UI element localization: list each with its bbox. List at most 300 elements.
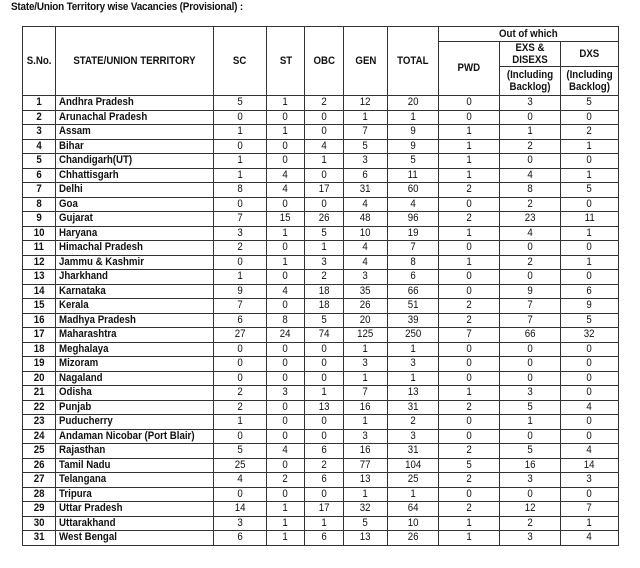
header-out-of-which: Out of which xyxy=(439,27,619,42)
cell-pwd: 1 xyxy=(439,125,500,140)
table-row xyxy=(23,444,619,459)
cell-pwd: 0 xyxy=(439,371,500,386)
cell-sno: 22 xyxy=(23,400,56,415)
cell-dxs: 0 xyxy=(561,386,619,401)
cell-state: Odisha xyxy=(56,386,214,401)
cell-sc: 2 xyxy=(214,241,267,256)
cell-obc: 13 xyxy=(305,400,344,415)
cell-dxs: 4 xyxy=(561,400,619,415)
cell-gen: 7 xyxy=(344,386,388,401)
cell-sc: 1 xyxy=(214,270,267,285)
cell-dxs: 1 xyxy=(561,255,619,270)
cell-st: 8 xyxy=(267,313,305,328)
cell-st: 0 xyxy=(267,342,305,357)
cell-gen: 13 xyxy=(344,531,388,546)
table-body xyxy=(23,96,619,546)
header-pwd: PWD xyxy=(439,42,500,96)
cell-obc: 3 xyxy=(305,255,344,270)
cell-sno: 4 xyxy=(23,139,56,154)
cell-sno: 24 xyxy=(23,429,56,444)
cell-total: 1 xyxy=(388,371,439,386)
cell-sno: 7 xyxy=(23,183,56,198)
cell-exs: 3 xyxy=(500,473,561,488)
cell-st: 0 xyxy=(267,458,305,473)
cell-obc: 6 xyxy=(305,473,344,488)
cell-sno: 29 xyxy=(23,502,56,517)
cell-state: Chhattisgarh xyxy=(56,168,214,183)
cell-sno: 23 xyxy=(23,415,56,430)
cell-state: Punjab xyxy=(56,400,214,415)
cell-st: 0 xyxy=(267,110,305,125)
cell-sno: 25 xyxy=(23,444,56,459)
table-row xyxy=(23,386,619,401)
cell-obc: 5 xyxy=(305,226,344,241)
cell-obc: 18 xyxy=(305,284,344,299)
cell-sno: 16 xyxy=(23,313,56,328)
cell-gen: 32 xyxy=(344,502,388,517)
cell-sc: 1 xyxy=(214,125,267,140)
cell-total: 5 xyxy=(388,154,439,169)
cell-total: 64 xyxy=(388,502,439,517)
cell-exs: 5 xyxy=(500,400,561,415)
cell-gen: 31 xyxy=(344,183,388,198)
cell-total: 96 xyxy=(388,212,439,227)
cell-obc: 0 xyxy=(305,415,344,430)
cell-total: 1 xyxy=(388,110,439,125)
cell-dxs: 0 xyxy=(561,371,619,386)
cell-total: 26 xyxy=(388,531,439,546)
cell-sc: 5 xyxy=(214,444,267,459)
table-row xyxy=(23,96,619,111)
cell-pwd: 1 xyxy=(439,226,500,241)
table-row xyxy=(23,197,619,212)
cell-gen: 4 xyxy=(344,255,388,270)
cell-state: Arunachal Pradesh xyxy=(56,110,214,125)
cell-st: 0 xyxy=(267,270,305,285)
cell-sc: 7 xyxy=(214,212,267,227)
cell-pwd: 2 xyxy=(439,502,500,517)
cell-st: 4 xyxy=(267,444,305,459)
cell-sno: 27 xyxy=(23,473,56,488)
cell-total: 60 xyxy=(388,183,439,198)
cell-dxs: 11 xyxy=(561,212,619,227)
cell-dxs: 0 xyxy=(561,241,619,256)
table-row xyxy=(23,226,619,241)
cell-dxs: 0 xyxy=(561,429,619,444)
cell-obc: 1 xyxy=(305,241,344,256)
cell-state: Jammu & Kashmir xyxy=(56,255,214,270)
cell-pwd: 2 xyxy=(439,473,500,488)
cell-dxs: 0 xyxy=(561,197,619,212)
cell-sno: 2 xyxy=(23,110,56,125)
cell-exs: 4 xyxy=(500,226,561,241)
table-row xyxy=(23,473,619,488)
cell-exs: 3 xyxy=(500,96,561,111)
cell-exs: 2 xyxy=(500,255,561,270)
cell-total: 6 xyxy=(388,270,439,285)
cell-state: West Bengal xyxy=(56,531,214,546)
table-row xyxy=(23,531,619,546)
cell-sno: 9 xyxy=(23,212,56,227)
cell-sc: 5 xyxy=(214,96,267,111)
cell-sno: 31 xyxy=(23,531,56,546)
cell-pwd: 0 xyxy=(439,110,500,125)
cell-state: Delhi xyxy=(56,183,214,198)
cell-total: 250 xyxy=(388,328,439,343)
cell-gen: 13 xyxy=(344,473,388,488)
cell-exs: 3 xyxy=(500,386,561,401)
cell-obc: 0 xyxy=(305,487,344,502)
cell-state: Gujarat xyxy=(56,212,214,227)
cell-state: Assam xyxy=(56,125,214,140)
cell-state: Madhya Pradesh xyxy=(56,313,214,328)
cell-exs: 0 xyxy=(500,357,561,372)
cell-gen: 3 xyxy=(344,154,388,169)
cell-gen: 5 xyxy=(344,516,388,531)
cell-pwd: 0 xyxy=(439,284,500,299)
cell-st: 0 xyxy=(267,241,305,256)
cell-total: 1 xyxy=(388,487,439,502)
cell-sno: 12 xyxy=(23,255,56,270)
cell-obc: 0 xyxy=(305,342,344,357)
cell-exs: 5 xyxy=(500,444,561,459)
table-row xyxy=(23,139,619,154)
cell-sno: 3 xyxy=(23,125,56,140)
cell-exs: 0 xyxy=(500,241,561,256)
cell-gen: 125 xyxy=(344,328,388,343)
cell-total: 8 xyxy=(388,255,439,270)
cell-dxs: 0 xyxy=(561,357,619,372)
cell-gen: 1 xyxy=(344,415,388,430)
cell-exs: 0 xyxy=(500,342,561,357)
cell-sno: 8 xyxy=(23,197,56,212)
cell-st: 4 xyxy=(267,168,305,183)
cell-st: 1 xyxy=(267,502,305,517)
cell-pwd: 5 xyxy=(439,458,500,473)
cell-st: 1 xyxy=(267,255,305,270)
cell-total: 11 xyxy=(388,168,439,183)
table-row xyxy=(23,342,619,357)
cell-st: 0 xyxy=(267,400,305,415)
cell-dxs: 5 xyxy=(561,313,619,328)
cell-exs: 7 xyxy=(500,313,561,328)
cell-st: 0 xyxy=(267,371,305,386)
cell-state: Andaman Nicobar (Port Blair) xyxy=(56,429,214,444)
cell-obc: 1 xyxy=(305,516,344,531)
cell-obc: 5 xyxy=(305,313,344,328)
cell-pwd: 0 xyxy=(439,96,500,111)
cell-total: 19 xyxy=(388,226,439,241)
cell-st: 0 xyxy=(267,154,305,169)
cell-obc: 0 xyxy=(305,110,344,125)
cell-obc: 6 xyxy=(305,444,344,459)
cell-exs: 3 xyxy=(500,531,561,546)
cell-gen: 1 xyxy=(344,110,388,125)
cell-obc: 17 xyxy=(305,502,344,517)
cell-sc: 4 xyxy=(214,473,267,488)
cell-sno: 18 xyxy=(23,342,56,357)
cell-dxs: 5 xyxy=(561,183,619,198)
cell-st: 2 xyxy=(267,473,305,488)
cell-gen: 1 xyxy=(344,342,388,357)
cell-gen: 7 xyxy=(344,125,388,140)
cell-pwd: 1 xyxy=(439,168,500,183)
cell-st: 15 xyxy=(267,212,305,227)
cell-exs: 4 xyxy=(500,168,561,183)
cell-dxs: 1 xyxy=(561,139,619,154)
cell-sc: 3 xyxy=(214,516,267,531)
cell-pwd: 2 xyxy=(439,183,500,198)
cell-obc: 18 xyxy=(305,299,344,314)
cell-sc: 0 xyxy=(214,429,267,444)
cell-sno: 1 xyxy=(23,96,56,111)
cell-sno: 15 xyxy=(23,299,56,314)
cell-st: 4 xyxy=(267,284,305,299)
cell-obc: 74 xyxy=(305,328,344,343)
cell-dxs: 5 xyxy=(561,96,619,111)
cell-sc: 9 xyxy=(214,284,267,299)
header-dxs-note: (Including Backlog) xyxy=(561,67,619,96)
cell-sc: 2 xyxy=(214,386,267,401)
cell-st: 24 xyxy=(267,328,305,343)
table-row xyxy=(23,241,619,256)
cell-obc: 4 xyxy=(305,139,344,154)
cell-gen: 77 xyxy=(344,458,388,473)
table-header xyxy=(23,27,619,96)
cell-pwd: 1 xyxy=(439,139,500,154)
cell-exs: 0 xyxy=(500,154,561,169)
cell-obc: 0 xyxy=(305,197,344,212)
table-row xyxy=(23,168,619,183)
cell-sc: 14 xyxy=(214,502,267,517)
header-sno: S.No. xyxy=(23,27,56,96)
cell-dxs: 0 xyxy=(561,270,619,285)
cell-dxs: 7 xyxy=(561,502,619,517)
cell-state: Uttar Pradesh xyxy=(56,502,214,517)
cell-exs: 66 xyxy=(500,328,561,343)
cell-gen: 10 xyxy=(344,226,388,241)
cell-pwd: 0 xyxy=(439,415,500,430)
cell-total: 25 xyxy=(388,473,439,488)
cell-dxs: 0 xyxy=(561,415,619,430)
cell-dxs: 4 xyxy=(561,444,619,459)
cell-pwd: 0 xyxy=(439,241,500,256)
cell-sc: 6 xyxy=(214,531,267,546)
cell-st: 1 xyxy=(267,226,305,241)
cell-sno: 28 xyxy=(23,487,56,502)
cell-sc: 8 xyxy=(214,183,267,198)
cell-gen: 26 xyxy=(344,299,388,314)
cell-sc: 0 xyxy=(214,197,267,212)
cell-total: 9 xyxy=(388,139,439,154)
table-row xyxy=(23,487,619,502)
table-row xyxy=(23,154,619,169)
table-row xyxy=(23,255,619,270)
cell-dxs: 3 xyxy=(561,473,619,488)
cell-sno: 10 xyxy=(23,226,56,241)
cell-obc: 0 xyxy=(305,429,344,444)
cell-st: 1 xyxy=(267,516,305,531)
cell-st: 1 xyxy=(267,125,305,140)
cell-exs: 2 xyxy=(500,139,561,154)
cell-exs: 7 xyxy=(500,299,561,314)
cell-dxs: 0 xyxy=(561,110,619,125)
table-row xyxy=(23,299,619,314)
cell-obc: 0 xyxy=(305,125,344,140)
cell-sc: 1 xyxy=(214,168,267,183)
cell-st: 0 xyxy=(267,299,305,314)
cell-total: 31 xyxy=(388,444,439,459)
table-row xyxy=(23,357,619,372)
cell-exs: 0 xyxy=(500,110,561,125)
table-row xyxy=(23,284,619,299)
cell-obc: 2 xyxy=(305,458,344,473)
cell-gen: 1 xyxy=(344,487,388,502)
cell-state: Karnataka xyxy=(56,284,214,299)
cell-total: 3 xyxy=(388,429,439,444)
table-title: State/Union Territory wise Vacancies (Provisional) : xyxy=(11,1,243,13)
cell-sno: 19 xyxy=(23,357,56,372)
cell-gen: 3 xyxy=(344,429,388,444)
cell-total: 13 xyxy=(388,386,439,401)
cell-total: 1 xyxy=(388,342,439,357)
header-exs-note: (Including Backlog) xyxy=(500,67,561,96)
cell-sno: 26 xyxy=(23,458,56,473)
cell-obc: 6 xyxy=(305,531,344,546)
header-obc: OBC xyxy=(305,27,344,96)
cell-total: 51 xyxy=(388,299,439,314)
cell-obc: 1 xyxy=(305,154,344,169)
cell-pwd: 1 xyxy=(439,516,500,531)
cell-dxs: 4 xyxy=(561,531,619,546)
cell-pwd: 0 xyxy=(439,342,500,357)
cell-gen: 12 xyxy=(344,96,388,111)
cell-pwd: 0 xyxy=(439,197,500,212)
cell-total: 20 xyxy=(388,96,439,111)
cell-gen: 48 xyxy=(344,212,388,227)
cell-sc: 27 xyxy=(214,328,267,343)
cell-exs: 0 xyxy=(500,270,561,285)
cell-state: Rajasthan xyxy=(56,444,214,459)
cell-sno: 30 xyxy=(23,516,56,531)
cell-state: Goa xyxy=(56,197,214,212)
cell-pwd: 1 xyxy=(439,154,500,169)
cell-state: Andhra Pradesh xyxy=(56,96,214,111)
cell-st: 0 xyxy=(267,429,305,444)
cell-sno: 6 xyxy=(23,168,56,183)
table-row xyxy=(23,212,619,227)
cell-exs: 8 xyxy=(500,183,561,198)
table-row xyxy=(23,183,619,198)
cell-sc: 0 xyxy=(214,110,267,125)
cell-total: 31 xyxy=(388,400,439,415)
cell-pwd: 2 xyxy=(439,444,500,459)
table-row xyxy=(23,313,619,328)
table-row xyxy=(23,400,619,415)
cell-dxs: 2 xyxy=(561,125,619,140)
cell-state: Kerala xyxy=(56,299,214,314)
cell-exs: 2 xyxy=(500,516,561,531)
cell-st: 0 xyxy=(267,415,305,430)
cell-gen: 5 xyxy=(344,139,388,154)
cell-pwd: 0 xyxy=(439,357,500,372)
table-row xyxy=(23,328,619,343)
cell-sc: 0 xyxy=(214,139,267,154)
cell-st: 0 xyxy=(267,139,305,154)
cell-sno: 21 xyxy=(23,386,56,401)
cell-sc: 2 xyxy=(214,400,267,415)
cell-state: Jharkhand xyxy=(56,270,214,285)
cell-sc: 3 xyxy=(214,226,267,241)
cell-exs: 16 xyxy=(500,458,561,473)
cell-dxs: 1 xyxy=(561,226,619,241)
cell-gen: 4 xyxy=(344,241,388,256)
cell-sc: 1 xyxy=(214,415,267,430)
cell-state: Bihar xyxy=(56,139,214,154)
cell-obc: 26 xyxy=(305,212,344,227)
cell-state: Himachal Pradesh xyxy=(56,241,214,256)
cell-exs: 0 xyxy=(500,371,561,386)
cell-obc: 2 xyxy=(305,270,344,285)
cell-exs: 23 xyxy=(500,212,561,227)
header-exs-disexs: EXS & DISEXS xyxy=(500,42,561,67)
cell-obc: 17 xyxy=(305,183,344,198)
cell-total: 3 xyxy=(388,357,439,372)
cell-obc: 0 xyxy=(305,371,344,386)
cell-dxs: 9 xyxy=(561,299,619,314)
cell-pwd: 7 xyxy=(439,328,500,343)
table-row xyxy=(23,125,619,140)
cell-sc: 7 xyxy=(214,299,267,314)
cell-total: 104 xyxy=(388,458,439,473)
cell-total: 66 xyxy=(388,284,439,299)
table-row xyxy=(23,371,619,386)
cell-dxs: 32 xyxy=(561,328,619,343)
header-sc: SC xyxy=(214,27,267,96)
cell-dxs: 0 xyxy=(561,342,619,357)
header-total: TOTAL xyxy=(388,27,439,96)
cell-pwd: 1 xyxy=(439,255,500,270)
table-row xyxy=(23,270,619,285)
cell-st: 1 xyxy=(267,96,305,111)
cell-exs: 12 xyxy=(500,502,561,517)
cell-st: 0 xyxy=(267,487,305,502)
cell-sc: 0 xyxy=(214,342,267,357)
cell-sc: 0 xyxy=(214,371,267,386)
header-dxs: DXS xyxy=(561,42,619,67)
cell-total: 2 xyxy=(388,415,439,430)
cell-state: Mizoram xyxy=(56,357,214,372)
cell-exs: 2 xyxy=(500,197,561,212)
cell-gen: 35 xyxy=(344,284,388,299)
table-row xyxy=(23,502,619,517)
cell-state: Uttarakhand xyxy=(56,516,214,531)
cell-sno: 13 xyxy=(23,270,56,285)
cell-st: 0 xyxy=(267,357,305,372)
cell-total: 7 xyxy=(388,241,439,256)
cell-pwd: 0 xyxy=(439,487,500,502)
cell-st: 0 xyxy=(267,197,305,212)
cell-gen: 6 xyxy=(344,168,388,183)
cell-sno: 5 xyxy=(23,154,56,169)
table-row xyxy=(23,458,619,473)
table-row xyxy=(23,110,619,125)
header-st: ST xyxy=(267,27,305,96)
cell-state: Chandigarh(UT) xyxy=(56,154,214,169)
cell-dxs: 1 xyxy=(561,168,619,183)
cell-obc: 1 xyxy=(305,386,344,401)
cell-dxs: 6 xyxy=(561,284,619,299)
